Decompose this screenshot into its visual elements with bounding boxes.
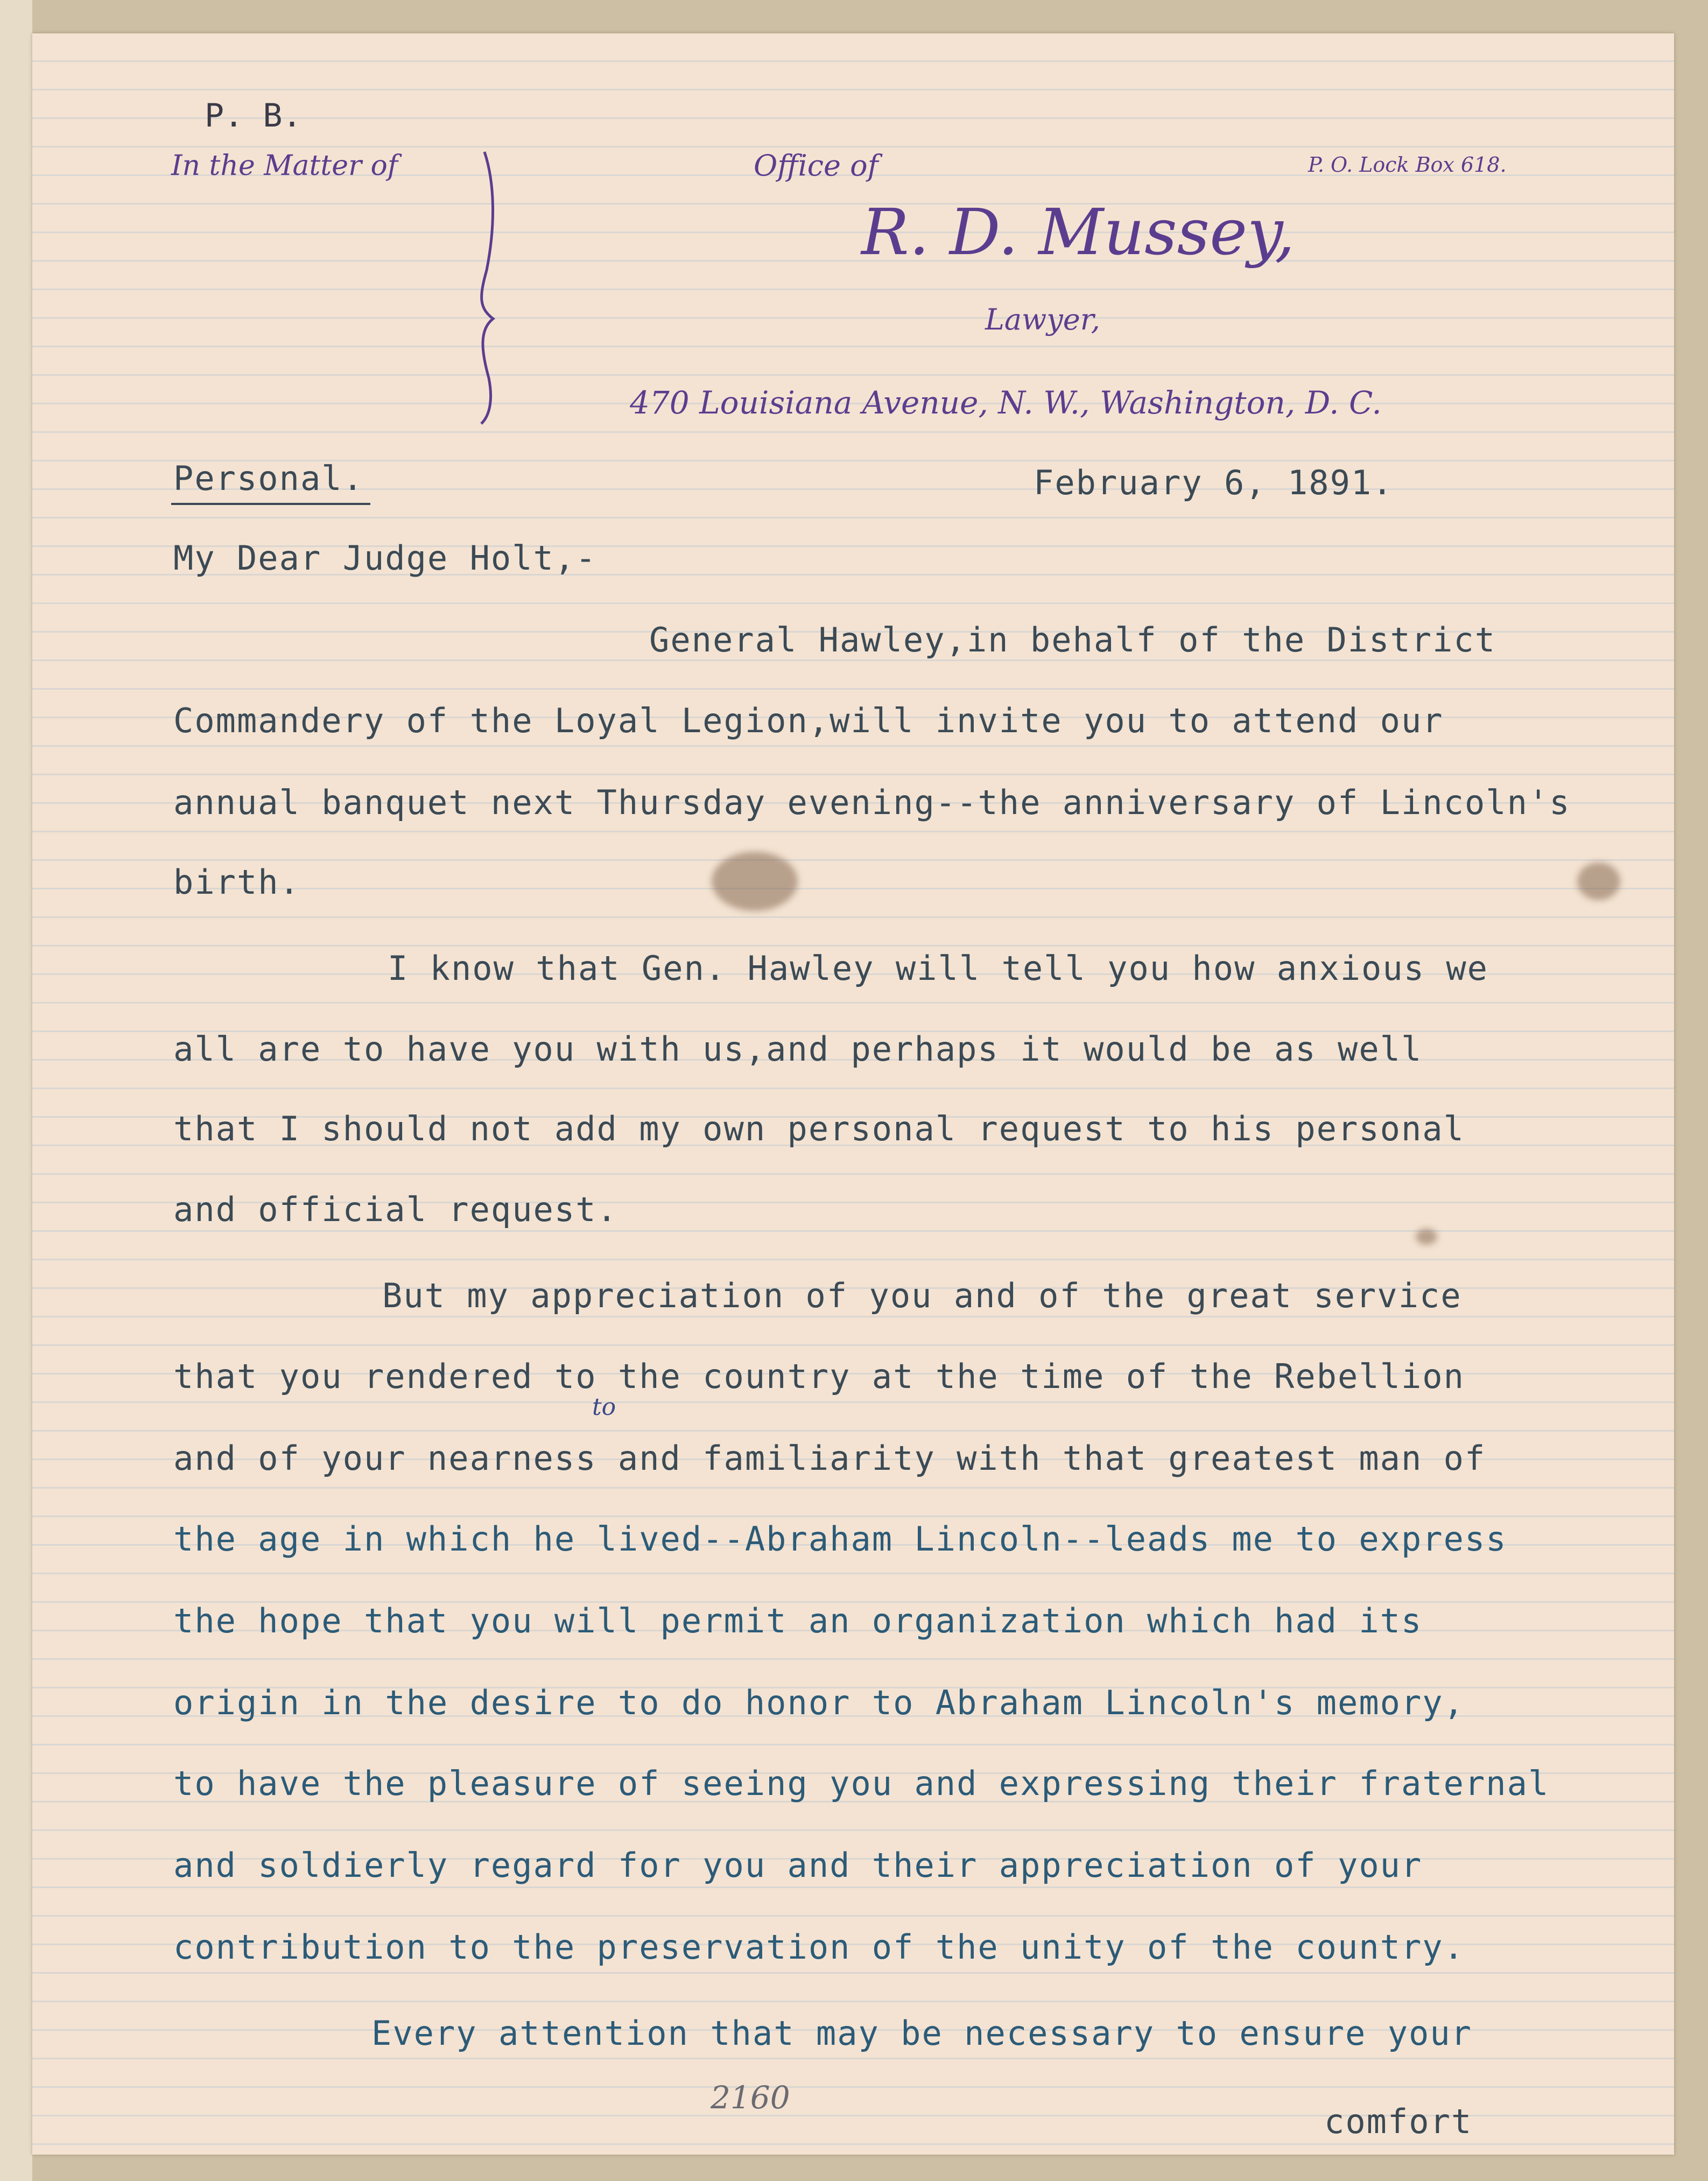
body-line: contribution to the preservation of the unity of the country. (173, 1927, 1465, 1967)
ink-stain (1577, 862, 1620, 900)
body-line: that you rendered to the country at the time of the Rebellion (173, 1357, 1465, 1396)
body-line: Commandery of the Loyal Legion,will invite you to attend our (173, 701, 1444, 740)
body-line: to have the pleasure of seeing you and expressing their fraternal (173, 1764, 1550, 1803)
firm-title: Lawyer, (985, 303, 1100, 336)
body-line: Every attention that may be necessary to ensure your (371, 2014, 1473, 2053)
page-number: 2160 (711, 2079, 790, 2116)
body-line: and of your nearness and familiarity with that greatest man of (173, 1439, 1486, 1478)
body-line: that I should not add my own personal request to his personal (173, 1109, 1465, 1148)
personal-underline (171, 503, 370, 505)
body-line: I know that Gen. Hawley will tell you how anxious we (388, 949, 1489, 988)
handwritten-insertion: to (592, 1393, 616, 1421)
salutation: My Dear Judge Holt,- (173, 538, 597, 578)
body-line: General Hawley,in behalf of the District (649, 620, 1496, 660)
firm-name: R. D. Mussey, (861, 195, 1295, 269)
bracket-ornament (474, 146, 506, 426)
catchword: comfort (1324, 2102, 1473, 2141)
personal-marking: Personal. (173, 459, 364, 498)
body-line: all are to have you with us,and perhaps it would be as well (173, 1029, 1423, 1069)
body-line: the hope that you will permit an organization which had its (173, 1601, 1423, 1640)
body-line: birth. (173, 862, 300, 902)
firm-address: 470 Louisiana Avenue, N. W., Washington, D. C. (630, 384, 1382, 421)
body-line: and official request. (173, 1190, 618, 1229)
letter-date: February 6, 1891. (1034, 463, 1394, 502)
body-line: But my appreciation of you and of the great service (382, 1276, 1462, 1315)
matter-label: In the Matter of (171, 150, 398, 182)
body-line: the age in which he lived--Abraham Lincoln--leads me to express (173, 1519, 1507, 1559)
office-of-label: Office of (754, 149, 878, 183)
ink-stain (712, 852, 798, 911)
body-line: annual banquet next Thursday evening--the anniversary of Lincoln's (173, 783, 1571, 822)
ink-stain (1416, 1229, 1437, 1245)
po-box: P. O. Lock Box 618. (1308, 153, 1507, 177)
letter-sheet (32, 33, 1674, 2155)
initials: P. B. (205, 97, 302, 135)
body-line: and soldierly regard for you and their appreciation of your (173, 1846, 1423, 1885)
body-line: origin in the desire to do honor to Abraham Lincoln's memory, (173, 1683, 1465, 1722)
